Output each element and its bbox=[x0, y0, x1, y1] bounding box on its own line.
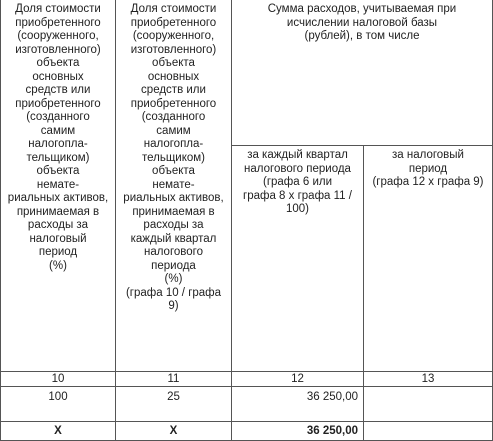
total-col11: X bbox=[169, 425, 178, 437]
table-border bbox=[232, 145, 492, 146]
column-number-12: 12 bbox=[291, 373, 304, 385]
row1-col12: 36 250,00 bbox=[306, 391, 358, 403]
header-col13: за налоговый период (графа 12 х графа 9) bbox=[372, 149, 484, 188]
column-number-13: 13 bbox=[421, 373, 435, 385]
header-expense-sum: Сумма расходов, учитываемая при исчислении налоговой базы (рублей), в том числе bbox=[267, 3, 457, 42]
header-col10: Доля стоимости приобретенного (сооруженного, изготовленного) объекта основных средств или приобретенного (созданного самим налогопла- тельщиком) объекта немате- риальных активов, принимаемая в расходы за налоговый период (%) bbox=[7, 3, 109, 272]
column-number-11: 11 bbox=[167, 373, 180, 385]
header-col11: Доля стоимости приобретенного (сооруженного, изготовленного) объекта основных средств или приобретенного (созданного самим налогопла- тельщиком) объекта немате- риальных активов, принимаемая в расходы за каждый квартал налогового периода (%) (графа 10 / графа 9) bbox=[123, 3, 224, 312]
table-border bbox=[0, 386, 493, 387]
row1-col10: 100 bbox=[48, 391, 68, 403]
header-col12: за каждый квартал налогового периода (графа 6 или графа 8 х графа 11 / 100) bbox=[243, 149, 352, 215]
total-col12: 36 250,00 bbox=[306, 425, 358, 437]
total-col10: X bbox=[54, 425, 62, 437]
row1-col11: 25 bbox=[167, 391, 180, 403]
table-border bbox=[0, 421, 493, 422]
column-number-10: 10 bbox=[51, 373, 65, 385]
